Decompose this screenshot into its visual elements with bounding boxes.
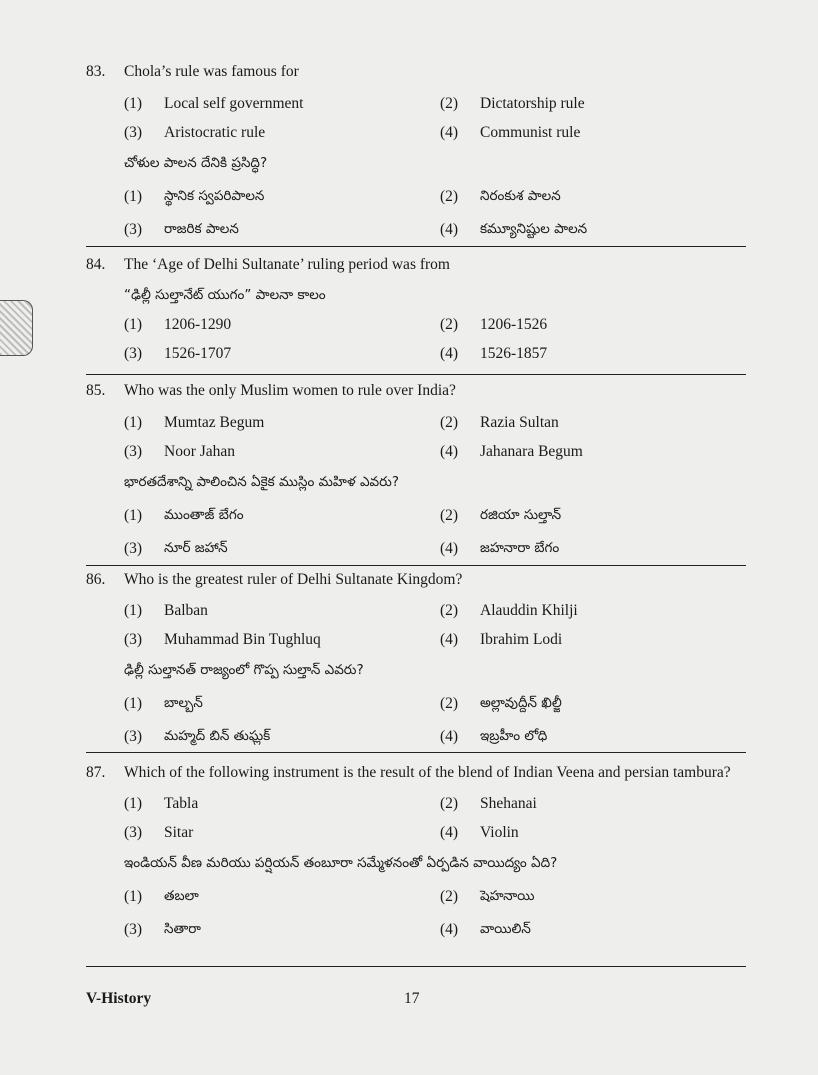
question-83: [86, 62, 748, 244]
option-2[interactable]: (2) Alauddin Khilji: [440, 602, 578, 619]
option-2-telugu[interactable]: (2) అల్లావుద్దీన్ ఖిల్జీ: [440, 695, 562, 712]
option-row-telugu: [86, 215, 748, 244]
question-number: 84.: [86, 256, 106, 273]
option-2[interactable]: (2) Dictatorship rule: [440, 95, 585, 112]
option-3-telugu[interactable]: (3) నూర్ జహాన్: [124, 540, 228, 557]
option-row-telugu: [86, 915, 748, 944]
divider: [86, 374, 746, 375]
option-1[interactable]: (1) Tabla: [124, 795, 199, 812]
option-2-telugu[interactable]: (2) రజియా సుల్తాన్: [440, 507, 562, 524]
question-text-telugu: ఇండియన్ వీణ మరియు పర్షియన్ తంబూరా సమ్మేళనంతో ఏర్పడిన వాయిద్యం ఏది?: [124, 855, 558, 871]
question-text: Who was the only Muslim women to rule over India?: [124, 382, 456, 399]
divider: [86, 246, 746, 247]
option-4-telugu[interactable]: (4) వాయిలిన్: [440, 921, 531, 938]
option-1[interactable]: (1) Local self government: [124, 95, 304, 112]
question-87: [86, 763, 748, 944]
option-1-telugu[interactable]: (1) స్థానిక స్వపరిపాలన: [124, 188, 265, 205]
option-row: [86, 818, 748, 847]
question-number: 85.: [86, 382, 106, 399]
option-row: [86, 437, 748, 466]
question-stem: [86, 62, 748, 82]
option-2[interactable]: (2) 1206-1526: [440, 316, 548, 333]
option-4-telugu[interactable]: (4) జహనారా బేగం: [440, 540, 560, 557]
option-2[interactable]: (2) Shehanai: [440, 795, 537, 812]
option-4[interactable]: (4) Jahanara Begum: [440, 443, 583, 460]
option-1[interactable]: (1) 1206-1290: [124, 316, 232, 333]
question-text-telugu: ఢిల్లీ సుల్తానత్ రాజ్యంలో గొప్ప సుల్తాన్ ఎవరు?: [124, 662, 364, 678]
question-text-telugu: “ఢిల్లీ సుల్తానేట్ యుగం” పాలనా కాలం: [124, 287, 326, 303]
option-row-telugu: [86, 534, 748, 563]
question-stem: [86, 763, 748, 783]
question-number: 87.: [86, 764, 106, 781]
option-row-telugu: [86, 882, 748, 911]
option-4-telugu[interactable]: (4) ఇబ్రహీం లోధి: [440, 728, 548, 745]
option-3[interactable]: (3) Aristocratic rule: [124, 124, 266, 141]
option-1-telugu[interactable]: (1) ముంతాజ్ బేగం: [124, 507, 244, 524]
option-row: [86, 89, 748, 118]
question-text: The ‘Age of Delhi Sultanate’ ruling period was from: [124, 256, 450, 273]
option-row: [86, 408, 748, 437]
option-2-telugu[interactable]: (2) షెహనాయి: [440, 888, 535, 905]
option-3-telugu[interactable]: (3) సితారా: [124, 921, 201, 938]
option-row-telugu: [86, 501, 748, 530]
question-86: [86, 570, 748, 751]
option-row: [86, 310, 748, 339]
option-4[interactable]: (4) 1526-1857: [440, 345, 548, 362]
option-3[interactable]: (3) 1526-1707: [124, 345, 232, 362]
question-85: [86, 381, 748, 563]
question-stem: [86, 381, 748, 401]
option-row: [86, 625, 748, 654]
option-2-telugu[interactable]: (2) నిరంకుశ పాలన: [440, 188, 561, 205]
option-row: [86, 789, 748, 818]
option-1-telugu[interactable]: (1) తబలా: [124, 888, 199, 905]
option-4[interactable]: (4) Violin: [440, 824, 519, 841]
question-stem: [86, 255, 748, 275]
page-tab-marker: [0, 300, 33, 356]
option-row-telugu: [86, 722, 748, 751]
option-3[interactable]: (3) Noor Jahan: [124, 443, 236, 460]
option-1[interactable]: (1) Balban: [124, 602, 208, 619]
option-3[interactable]: (3) Muhammad Bin Tughluq: [124, 631, 321, 648]
option-row: [86, 596, 748, 625]
option-row-telugu: [86, 182, 748, 211]
option-1[interactable]: (1) Mumtaz Begum: [124, 414, 265, 431]
question-number: 86.: [86, 571, 106, 588]
option-3-telugu[interactable]: (3) మహ్మద్ బిన్ తుఘ్లక్: [124, 728, 271, 745]
footer-subject: V-History: [86, 990, 152, 1007]
divider: [86, 966, 746, 967]
divider: [86, 565, 746, 566]
option-2[interactable]: (2) Razia Sultan: [440, 414, 559, 431]
question-text: Chola’s rule was famous for: [124, 63, 299, 80]
question-84: [86, 255, 748, 368]
question-text: Which of the following instrument is the result of the blend of Indian Veena and persian tambura?: [124, 764, 731, 781]
option-4-telugu[interactable]: (4) కమ్యూనిష్టుల పాలన: [440, 221, 588, 238]
question-text-telugu: చోళుల పాలన దేనికి ప్రసిద్ధి?: [124, 155, 268, 171]
option-3-telugu[interactable]: (3) రాజరిక పాలన: [124, 221, 239, 238]
question-text: Who is the greatest ruler of Delhi Sultanate Kingdom?: [124, 571, 463, 588]
option-3[interactable]: (3) Sitar: [124, 824, 194, 841]
page-number: 17: [404, 990, 420, 1007]
option-4[interactable]: (4) Ibrahim Lodi: [440, 631, 563, 648]
option-row: [86, 118, 748, 147]
question-number: 83.: [86, 63, 106, 80]
divider: [86, 752, 746, 753]
option-row-telugu: [86, 689, 748, 718]
option-1-telugu[interactable]: (1) బాల్బన్: [124, 695, 203, 712]
option-row: [86, 339, 748, 368]
question-text-telugu: భారతదేశాన్ని పాలించిన ఏకైక ముస్లిం మహిళ ఎవరు?: [124, 474, 399, 490]
question-stem: [86, 570, 748, 590]
option-4[interactable]: (4) Communist rule: [440, 124, 581, 141]
